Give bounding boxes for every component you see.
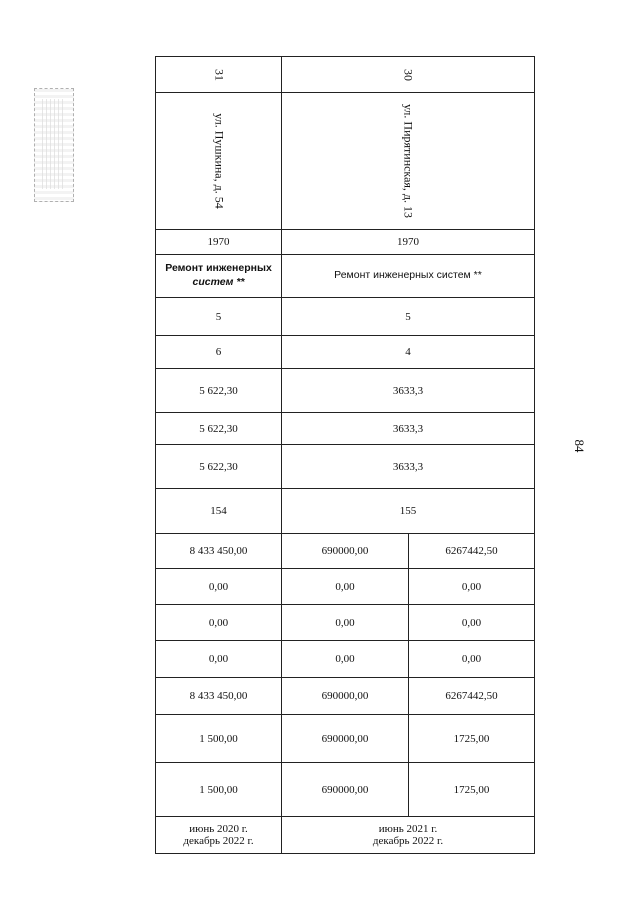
row-residents: [156, 489, 535, 534]
row-unit-cost-limit: [156, 763, 535, 817]
repair-type-line2: систем **: [192, 276, 245, 288]
cost-local-cell: 0,00: [409, 641, 535, 678]
cost-regional-cell: 0,00: [282, 605, 409, 641]
row-entrances: [156, 336, 535, 369]
col-number: 31: [212, 68, 226, 81]
address: ул. Пушкина, д. 54: [212, 113, 226, 209]
row-cost-total: [156, 534, 535, 569]
entrances-cell: 4: [282, 336, 535, 369]
row-area-living: [156, 413, 535, 445]
unit-cost-cell: 1 500,00: [156, 715, 282, 763]
unit-cost-limit-cell: 1725,00: [409, 763, 535, 817]
unit-cost-cell: 1725,00: [409, 715, 535, 763]
unit-cost-limit-cell: 1 500,00: [156, 763, 282, 817]
period-start: июнь 2021 г.: [378, 823, 438, 835]
row-address: [156, 93, 535, 230]
area-living-cell: 3633,3: [282, 413, 535, 445]
page-number: 84: [572, 439, 587, 453]
address: ул. Пирятинская, д. 13: [401, 103, 416, 219]
row-cost-owners: [156, 678, 535, 715]
cost-regional-cell: 0,00: [156, 605, 282, 641]
area-total-cell: 3633,3: [282, 369, 535, 413]
period-end: декабрь 2022 г.: [372, 835, 444, 847]
row-number: [156, 57, 535, 93]
entrances-cell: 6: [156, 336, 282, 369]
row-period: [156, 817, 535, 854]
area-living-cell: 5 622,30: [156, 413, 282, 445]
cost-local-cell: 0,00: [156, 641, 282, 678]
residents-cell: 155: [282, 489, 535, 534]
cost-total-cell: 6267442,50: [409, 534, 535, 569]
residents-cell: 154: [156, 489, 282, 534]
cost-owners-cell: 690000,00: [282, 678, 409, 715]
floors-cell: 5: [282, 298, 535, 336]
row-cost-regional: [156, 605, 535, 641]
period-start: июнь 2020 г.: [189, 823, 248, 835]
cost-total-cell: 690000,00: [282, 534, 409, 569]
row-area-residents: [156, 445, 535, 489]
cost-fund-cell: 0,00: [156, 569, 282, 605]
cost-local-cell: 0,00: [282, 641, 409, 678]
cost-fund-cell: 0,00: [282, 569, 409, 605]
period-end: декабрь 2022 г.: [183, 835, 254, 847]
cost-regional-cell: 0,00: [409, 605, 535, 641]
housing-repair-table: [155, 56, 535, 854]
unit-cost-cell: 690000,00: [282, 715, 409, 763]
area-residents-cell: 3633,3: [282, 445, 535, 489]
area-residents-cell: 5 622,30: [156, 445, 282, 489]
floors-cell: 5: [156, 298, 282, 336]
row-year: [156, 230, 535, 255]
row-repair-type: [156, 255, 535, 298]
repair-type: Ремонт инженерных систем **: [282, 255, 535, 298]
row-cost-fund: [156, 569, 535, 605]
archive-stamp: [34, 88, 74, 202]
year-cell: 1970: [156, 230, 282, 255]
col-number: 30: [401, 68, 416, 81]
area-total-cell: 5 622,30: [156, 369, 282, 413]
repair-type-line1: Ремонт инженерных: [165, 262, 272, 275]
row-area-total: [156, 369, 535, 413]
unit-cost-limit-cell: 690000,00: [282, 763, 409, 817]
cost-total-cell: 8 433 450,00: [156, 534, 282, 569]
row-unit-cost: [156, 715, 535, 763]
row-cost-local: [156, 641, 535, 678]
cost-owners-cell: 8 433 450,00: [156, 678, 282, 715]
cost-fund-cell: 0,00: [409, 569, 535, 605]
cost-owners-cell: 6267442,50: [409, 678, 535, 715]
year-cell: 1970: [282, 230, 535, 255]
row-floors: [156, 298, 535, 336]
